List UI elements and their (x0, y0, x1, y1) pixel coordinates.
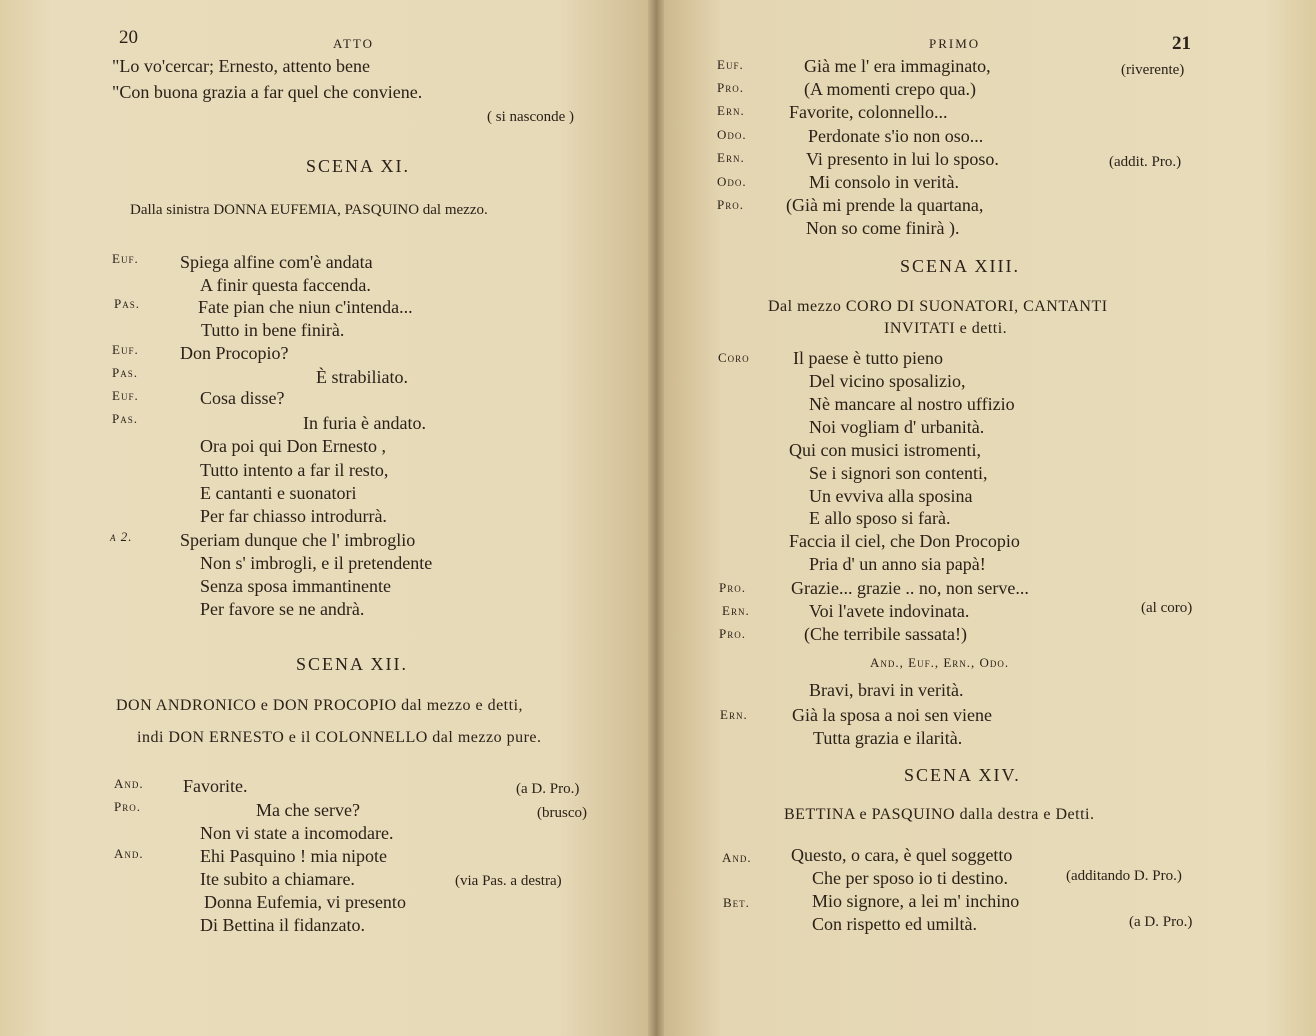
speaker-label: Odo. (717, 127, 747, 142)
stage-direction: (via Pas. a destra) (455, 873, 562, 889)
verse-line: "Con buona grazia a far quel che conviene. (112, 82, 423, 102)
speaker-label: Pro. (719, 626, 746, 641)
running-head: PRIMO (929, 36, 981, 51)
verse-line: Tutta grazia e ilarità. (813, 728, 963, 748)
scene-intro: DON ANDRONICO e DON PROCOPIO dal mezzo e detti, (116, 697, 524, 714)
verse-line: Voi l'avete indovinata. (809, 601, 970, 621)
verse-line: Un evviva alla sposina (809, 486, 973, 506)
verse-line: Già me l' era immaginato, (804, 56, 991, 76)
verse-line: Con rispetto ed umiltà. (812, 914, 977, 934)
speaker-label: Coro (718, 350, 750, 365)
verse-line: (Già mi prende la quartana, (786, 195, 984, 215)
verse-line: A finir questa faccenda. (200, 275, 371, 295)
speaker-label: Pro. (717, 197, 744, 212)
verse-line: Ora poi qui Don Ernesto , (200, 436, 386, 456)
speaker-label: Euf. (112, 342, 139, 357)
stage-direction: (additando D. Pro.) (1066, 868, 1182, 884)
verse-line: Favorite. (183, 776, 248, 796)
verse-line: Mio signore, a lei m' inchino (812, 891, 1020, 911)
verse-line: Non s' imbrogli, e il pretendente (200, 553, 433, 573)
scene-intro: Dal mezzo CORO DI SUONATORI, CANTANTI (768, 298, 1108, 315)
verse-line: Non vi state a incomodare. (200, 823, 394, 843)
verse-line: Bravi, bravi in verità. (809, 680, 964, 700)
speaker-label: Euf. (112, 388, 139, 403)
verse-line: Tutto in bene finirà. (201, 320, 345, 340)
verse-line: Nè mancare al nostro uffizio (809, 394, 1015, 414)
speaker-label: And. (114, 846, 144, 861)
verse-line: È strabiliato. (316, 367, 408, 387)
speaker-label: Pas. (112, 411, 138, 426)
verse-line: Non so come finirà ). (806, 218, 960, 238)
stage-direction: (a D. Pro.) (516, 781, 580, 797)
verse-line: Cosa disse? (200, 388, 285, 408)
verse-line: Ma che serve? (256, 800, 360, 820)
verse-line: Perdonate s'io non oso... (808, 126, 984, 146)
scene-intro: Dalla sinistra DONNA EUFEMIA, PASQUINO dal mezzo. (130, 202, 488, 218)
speaker-label: Pro. (719, 580, 746, 595)
verse-line: Speriam dunque che l' imbroglio (180, 530, 416, 550)
verse-line: Questo, o cara, è quel soggetto (791, 845, 1013, 865)
right-page (656, 0, 1316, 1036)
verse-line: Vi presento in lui lo sposo. (806, 149, 999, 169)
page-number: 20 (119, 27, 138, 48)
verse-line: Mi consolo in verità. (809, 172, 959, 192)
speaker-label: Ern. (722, 603, 750, 618)
scene-heading: SCENA XIV. (904, 765, 1021, 785)
speaker-label: And. (722, 850, 752, 865)
verse-line: "Lo vo'cercar; Ernesto, attento bene (112, 56, 370, 76)
verse-line: Faccia il ciel, che Don Procopio (789, 531, 1020, 551)
verse-line: Il paese è tutto pieno (793, 348, 943, 368)
verse-line: Per favore se ne andrà. (200, 599, 365, 619)
speaker-label: Ern. (717, 103, 745, 118)
verse-line: Fate pian che niun c'intenda... (198, 297, 413, 317)
speaker-label: Pro. (114, 799, 141, 814)
stage-direction: (brusco) (537, 805, 587, 821)
verse-line: Per far chiasso introdurrà. (200, 506, 387, 526)
verse-line: Del vicino sposalizio, (809, 371, 966, 391)
scene-heading: SCENA XII. (296, 654, 409, 674)
verse-line: (Che terribile sassata!) (804, 624, 967, 644)
speaker-label: And. (114, 776, 144, 791)
running-head: ATTO (333, 36, 374, 51)
scene-intro: BETTINA e PASQUINO dalla destra e Detti. (784, 806, 1095, 823)
verse-line: Donna Eufemia, vi presento (204, 892, 406, 912)
stage-direction: (riverente) (1121, 62, 1185, 78)
scene-heading: SCENA XI. (306, 156, 411, 176)
verse-line: Noi vogliam d' urbanità. (809, 417, 985, 437)
verse-line: Tutto intento a far il resto, (200, 460, 389, 480)
speaker-label: Euf. (717, 57, 744, 72)
left-page (0, 0, 656, 1036)
speaker-label: Ern. (720, 707, 748, 722)
verse-line: Di Bettina il fidanzato. (200, 915, 365, 935)
verse-line: In furia è andato. (303, 413, 426, 433)
verse-line: Che per sposo io ti destino. (812, 868, 1008, 888)
verse-line: Qui con musici istromenti, (789, 440, 981, 460)
verse-line: Spiega alfine com'è andata (180, 252, 373, 272)
speaker-label: Pro. (717, 80, 744, 95)
speaker-label: Pas. (114, 296, 140, 311)
speaker-label: Pas. (112, 365, 138, 380)
verse-line: Già la sposa a noi sen viene (792, 705, 992, 725)
stage-direction: (al coro) (1141, 600, 1193, 616)
verse-line: Ehi Pasquino ! mia nipote (200, 846, 387, 866)
scene-intro: INVITATI e detti. (884, 320, 1008, 337)
page-number: 21 (1172, 33, 1191, 54)
scene-heading: SCENA XIII. (900, 256, 1020, 276)
verse-line: Pria d' un anno sia papà! (809, 554, 986, 574)
speaker-label: Odo. (717, 174, 747, 189)
stage-direction: (a D. Pro.) (1129, 914, 1193, 930)
speaker-label: Euf. (112, 251, 139, 266)
speaker-label: Bet. (723, 895, 750, 910)
verse-line: Grazie... grazie .. no, non serve... (791, 578, 1029, 598)
book-gutter (648, 0, 664, 1036)
speaker-label: a 2. (110, 529, 133, 544)
group-speakers: And., Euf., Ern., Odo. (870, 655, 1010, 670)
verse-line: Senza sposa immantinente (200, 576, 391, 596)
verse-line: E cantanti e suonatori (200, 483, 357, 503)
verse-line: E allo sposo si farà. (809, 508, 951, 528)
verse-line: Se i signori son contenti, (809, 463, 988, 483)
scene-intro: indi DON ERNESTO e il COLONNELLO dal mezzo pure. (137, 729, 542, 746)
speaker-label: Ern. (717, 150, 745, 165)
verse-line: Don Procopio? (180, 343, 289, 363)
verse-line: (A momenti crepo qua.) (804, 79, 976, 99)
stage-direction: (addit. Pro.) (1109, 154, 1182, 170)
verse-line: Favorite, colonnello... (789, 102, 948, 122)
verse-line: Ite subito a chiamare. (200, 869, 355, 889)
stage-direction: ( si nasconde ) (487, 109, 575, 125)
